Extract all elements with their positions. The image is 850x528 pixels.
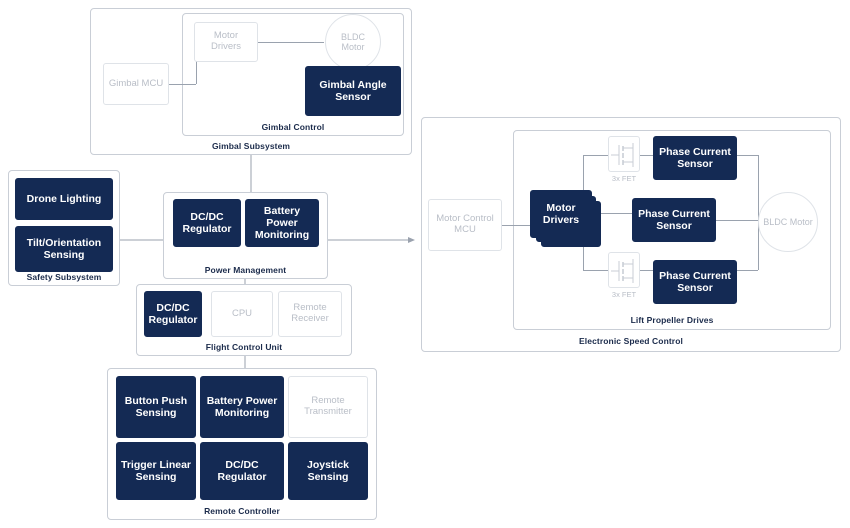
line-sensor3-to-motor bbox=[736, 270, 758, 271]
block-phase-current-sensor-3: Phase Current Sensor bbox=[653, 260, 737, 304]
block-tilt-orientation-sensing: Tilt/Orientation Sensing bbox=[15, 226, 113, 272]
block-joystick-sensing: Joystick Sensing bbox=[288, 442, 368, 500]
block-motor-control-mcu: Motor Control MCU bbox=[428, 199, 502, 251]
block-bldc-motor-esc: BLDC Motor bbox=[758, 192, 818, 252]
group-label-electronic-speed-control: Electronic Speed Control bbox=[579, 336, 683, 346]
line-motor-drivers-to-bldc bbox=[258, 42, 324, 43]
block-phase-current-sensor-2: Phase Current Sensor bbox=[632, 198, 716, 242]
group-label-lift-propeller-drives: Lift Propeller Drives bbox=[630, 315, 714, 325]
block-dcdc-regulator-remote: DC/DC Regulator bbox=[200, 442, 284, 500]
block-motor-drivers-esc: Motor Drivers bbox=[530, 190, 592, 238]
line-sensor2-to-motor bbox=[715, 220, 758, 221]
group-label-power-management: Power Management bbox=[204, 265, 287, 275]
block-drone-lighting: Drone Lighting bbox=[15, 178, 113, 220]
group-label-safety-subsystem: Safety Subsystem bbox=[26, 272, 102, 282]
block-motor-drivers-gimbal: Motor Drivers bbox=[194, 22, 258, 62]
block-dcdc-regulator-fcu: DC/DC Regulator bbox=[144, 291, 202, 337]
fet-top-label: 3x FET bbox=[611, 174, 637, 183]
line-mcu-to-motor-drivers-esc bbox=[502, 225, 530, 226]
block-dcdc-regulator-power: DC/DC Regulator bbox=[173, 199, 241, 247]
line-mid-to-sensor bbox=[600, 213, 635, 214]
group-label-gimbal-control: Gimbal Control bbox=[261, 122, 325, 132]
fet-bottom-symbol bbox=[608, 252, 640, 288]
line-sensor1-to-motor bbox=[736, 155, 758, 156]
line-esc-bus-top bbox=[583, 155, 608, 156]
line-gimbal-mcu-branch bbox=[183, 84, 196, 85]
block-remote-transmitter: Remote Transmitter bbox=[288, 376, 368, 438]
block-trigger-linear-sensing: Trigger Linear Sensing bbox=[116, 442, 196, 500]
block-gimbal-angle-sensor: Gimbal Angle Sensor bbox=[305, 66, 401, 116]
block-phase-current-sensor-1: Phase Current Sensor bbox=[653, 136, 737, 180]
fet-bottom-label: 3x FET bbox=[611, 290, 637, 299]
block-bldc-motor-gimbal: BLDC Motor bbox=[325, 14, 381, 70]
group-label-flight-control-unit: Flight Control Unit bbox=[205, 342, 283, 352]
fet-top-symbol bbox=[608, 136, 640, 172]
block-battery-power-monitoring-remote: Battery Power Monitoring bbox=[200, 376, 284, 438]
block-gimbal-mcu: Gimbal MCU bbox=[103, 63, 169, 105]
block-remote-receiver: Remote Receiver bbox=[278, 291, 342, 337]
line-gimbal-mcu-to-motor-drivers bbox=[169, 84, 183, 85]
block-cpu: CPU bbox=[211, 291, 273, 337]
group-label-remote-controller: Remote Controller bbox=[204, 506, 280, 516]
fet-top-glyph bbox=[609, 137, 641, 173]
fet-bottom-glyph bbox=[609, 253, 641, 289]
block-battery-power-monitoring-power: Battery Power Monitoring bbox=[245, 199, 319, 247]
group-label-gimbal-subsystem: Gimbal Subsystem bbox=[211, 141, 291, 151]
line-esc-bus-bottom bbox=[583, 270, 608, 271]
block-button-push-sensing: Button Push Sensing bbox=[116, 376, 196, 438]
